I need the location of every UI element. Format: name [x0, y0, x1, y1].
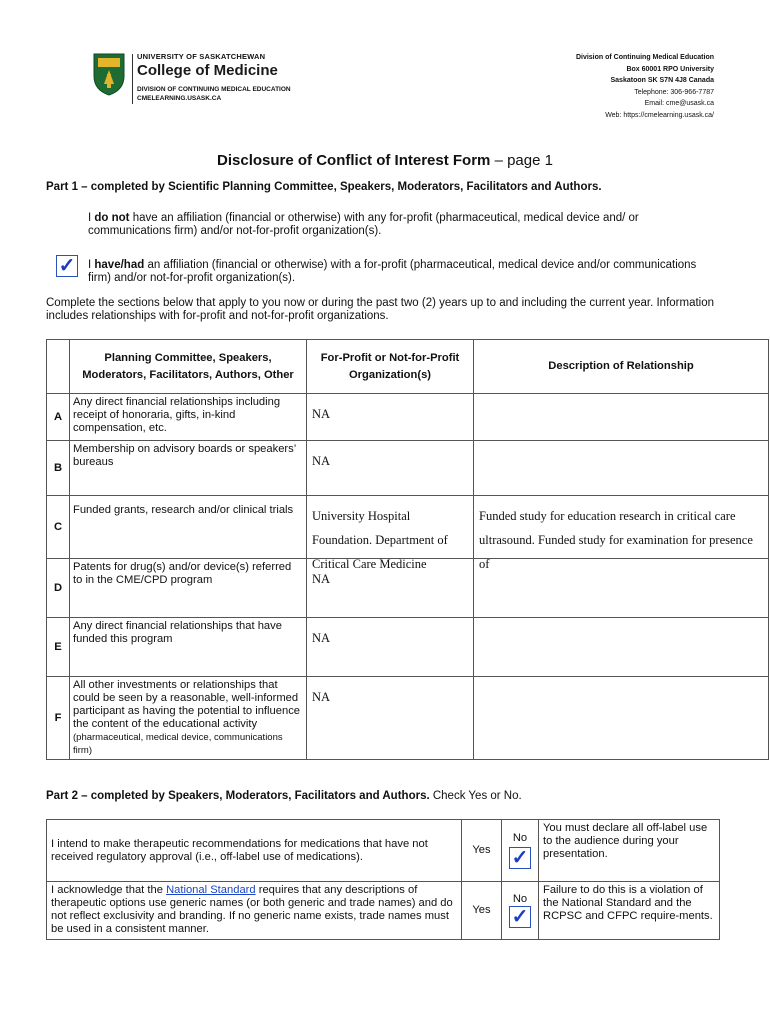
statement-pre: I acknowledge that the: [51, 884, 167, 896]
option2-bold: have/had: [94, 259, 145, 271]
no-option[interactable]: [502, 820, 539, 882]
yes-option[interactable]: Yes: [462, 882, 502, 940]
row-letter: C: [47, 496, 70, 559]
contact-block: [576, 52, 714, 122]
row-letter: E: [47, 618, 70, 677]
organization-field[interactable]: [307, 618, 474, 677]
form-title-page: – page 1: [490, 152, 553, 169]
header-letter-cell: [47, 340, 70, 394]
organization-field[interactable]: [307, 394, 474, 441]
organization-value: NA: [312, 631, 331, 645]
row-description: Membership on advisory boards or speakers’ bureaus: [70, 441, 307, 496]
relationships-table: [46, 339, 769, 760]
option2-pre: I: [88, 259, 95, 271]
option1-post: have an affiliation (financial or otherwise) with any for-profit (pharmaceutical, medical device and/ or communications firm) and/or not-for-profit organization(s).: [88, 212, 639, 237]
row-description-main: All other investments or relationships that could be seen by a reasonable, well-informed participant as having the potential to influence the content of the educational activity: [73, 679, 301, 730]
part2-heading-bold: Part 2 – completed by Speakers, Moderators, Facilitators and Authors.: [46, 790, 430, 802]
no-checkbox[interactable]: [509, 847, 531, 869]
row-description: Funded grants, research and/or clinical trials: [70, 496, 307, 559]
checkmark-icon: ✓: [511, 847, 529, 869]
header-role: Planning Committee, Speakers, Moderators, Facilitators, Authors, Other: [70, 340, 307, 394]
relationship-field[interactable]: [474, 441, 769, 496]
table-row: [47, 677, 769, 760]
contact-web: Web: https://cmelearning.usask.ca/: [605, 111, 714, 119]
contact-telephone: Telephone: 306-966-7787: [634, 88, 714, 96]
yes-option[interactable]: Yes: [462, 820, 502, 882]
table-row: [47, 441, 769, 496]
form-title-main: Disclosure of Conflict of Interest Form: [217, 152, 491, 169]
no-label: No: [512, 893, 528, 905]
row-letter: B: [47, 441, 70, 496]
row-description: Any direct financial relationships including receipt of honoraria, gifts, in-kind compensation, etc.: [70, 394, 307, 441]
statement-post: requires that any descriptions of therapeutic options use generic names (or both generic and trade names) and do not reflect exclusivity and branding. If no generic name exists, trade names must be used in a consistent manner.: [51, 884, 453, 935]
option1-pre: I: [88, 212, 95, 224]
part2-statement: I intend to make therapeutic recommendations for medications that have not received regulatory approval (i.e., off-label use of medications).: [47, 820, 462, 882]
row-description: [70, 677, 307, 760]
table-row: [47, 496, 769, 559]
table-header-row: [47, 340, 769, 394]
contact-city: Saskatoon SK S7N 4J8 Canada: [610, 77, 714, 85]
option2-post: an affiliation (financial or otherwise) with a for-profit (pharmaceutical, medical device and/or communications firm) and/or not-for-profit organization(s).: [88, 259, 697, 284]
relationship-field[interactable]: [474, 677, 769, 760]
table-row: [47, 394, 769, 441]
contact-email: Email: cme@usask.ca: [644, 100, 714, 108]
checkmark-icon: ✓: [58, 255, 76, 277]
table-row: [47, 820, 720, 882]
row-letter: A: [47, 394, 70, 441]
part1-heading: Part 1 – completed by Scientific Planning Committee, Speakers, Moderators, Facilitators and Authors.: [46, 181, 602, 193]
header-description: Description of Relationship: [474, 340, 769, 394]
option-has-affiliation-checkbox[interactable]: [56, 255, 78, 277]
organization-field[interactable]: [307, 496, 474, 571]
header-organization: For-Profit or Not-for-Profit Organization(s): [307, 340, 474, 394]
checkmark-icon: ✓: [511, 906, 529, 928]
organization-field[interactable]: [307, 441, 474, 496]
organization-value: NA: [312, 572, 331, 586]
contact-name: Division of Continuing Medical Education: [575, 54, 714, 61]
row-description: Any direct financial relationships that have funded this program: [70, 618, 307, 677]
row-letter: F: [47, 677, 70, 760]
part2-note: You must declare all off-label use to the audience during your presentation.: [539, 820, 720, 882]
organization-value: NA: [312, 690, 331, 704]
table-row: [47, 882, 720, 940]
organization-value: University Hospital Foundation. Department of Critical Care Medicine: [312, 509, 448, 571]
part2-statement: [47, 882, 462, 940]
contact-box: Box 60001 RPO University: [626, 65, 714, 73]
row-description: Patents for drug(s) and/or device(s) referred to in the CME/CPD program: [70, 559, 307, 618]
option-no-affiliation[interactable]: [88, 212, 708, 238]
instructions-text: Complete the sections below that apply to you now or during the past two (2) years up to and including the current year. Information includes relationships with for-profit and not-for-profit organizations.: [46, 297, 715, 322]
no-option[interactable]: [502, 882, 539, 940]
relationship-field[interactable]: [474, 559, 769, 618]
option-has-affiliation[interactable]: [88, 259, 708, 285]
logo-divider: [132, 54, 133, 104]
college-name: College of Medicine: [137, 62, 278, 79]
university-name: UNIVERSITY OF SASKATCHEWAN: [137, 52, 266, 61]
relationship-field[interactable]: [474, 394, 769, 441]
national-standard-link[interactable]: National Standard: [166, 884, 256, 896]
table-row: [47, 618, 769, 677]
cme-website: CMELEARNING.USASK.CA: [137, 95, 222, 102]
option1-bold: do not: [94, 212, 130, 224]
relationship-value: Funded study for education research in critical care ultrasound. Funded study for examination for presence of: [479, 509, 753, 571]
row-description-small: (pharmaceutical, medical device, communications firm): [73, 732, 283, 756]
part2-note: Failure to do this is a violation of the National Standard and the RCPSC and CFPC require-ments.: [539, 882, 720, 940]
form-title: [0, 152, 770, 169]
relationship-field[interactable]: [474, 618, 769, 677]
no-label: No: [512, 832, 528, 844]
university-crest-icon: [92, 52, 126, 96]
organization-value: NA: [312, 454, 331, 468]
no-checkbox[interactable]: [509, 906, 531, 928]
division-name: DIVISION OF CONTINUING MEDICAL EDUCATION: [137, 86, 291, 93]
relationship-field[interactable]: [474, 496, 769, 571]
organization-value: NA: [312, 407, 331, 421]
row-letter: D: [47, 559, 70, 618]
part2-heading-rest: Check Yes or No.: [429, 790, 522, 802]
part2-heading: [46, 790, 522, 802]
part2-table: [46, 819, 720, 940]
organization-field[interactable]: [307, 677, 474, 760]
